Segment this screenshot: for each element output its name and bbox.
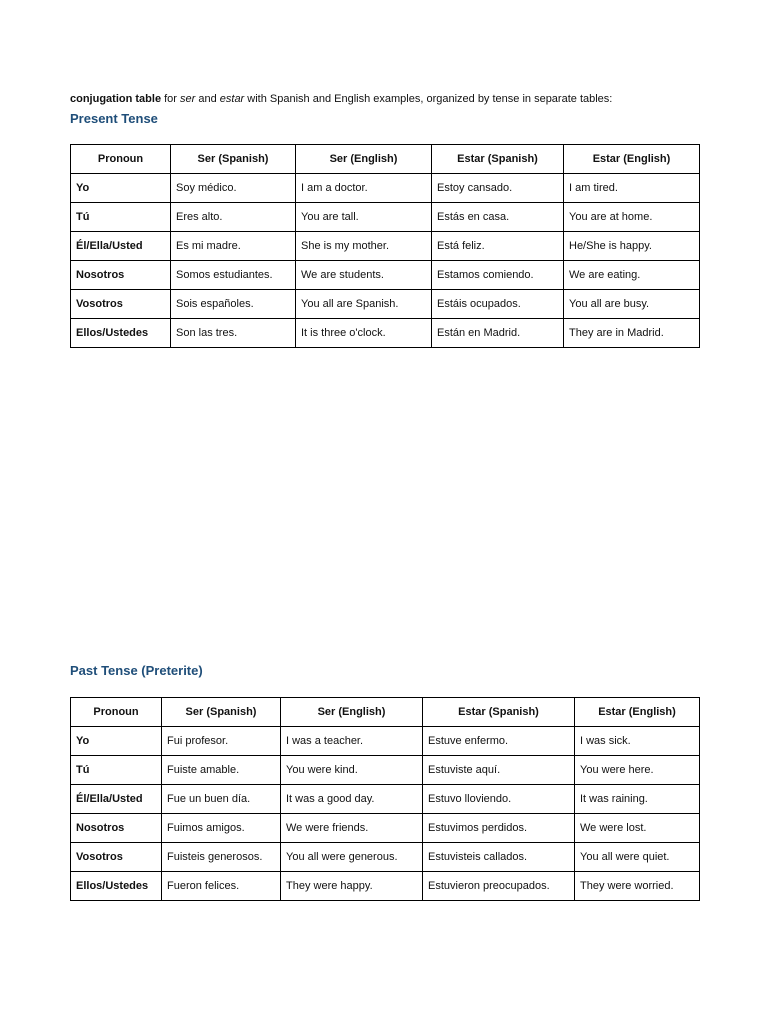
table-row	[71, 843, 700, 872]
table-cell: You all are busy.	[564, 290, 700, 319]
table-cell: I am tired.	[564, 174, 700, 203]
table-row	[71, 232, 700, 261]
pronoun-cell: Ellos/Ustedes	[71, 872, 162, 901]
table-cell: Están en Madrid.	[432, 319, 564, 348]
table-cell: Estuviste aquí.	[423, 756, 575, 785]
table-row	[71, 290, 700, 319]
column-header: Estar (Spanish)	[432, 145, 564, 174]
table-cell: He/She is happy.	[564, 232, 700, 261]
intro-paragraph	[70, 91, 710, 107]
pronoun-cell: Vosotros	[71, 290, 171, 319]
pronoun-cell: Yo	[71, 174, 171, 203]
intro-ser: ser	[180, 93, 196, 105]
table-cell: Fue un buen día.	[162, 785, 281, 814]
table-cell: Estás en casa.	[432, 203, 564, 232]
table-cell: Estuvimos perdidos.	[423, 814, 575, 843]
pronoun-cell: Él/Ella/Usted	[71, 785, 162, 814]
column-header: Pronoun	[71, 145, 171, 174]
table-cell: I am a doctor.	[296, 174, 432, 203]
table-cell: You were kind.	[281, 756, 423, 785]
column-header: Ser (English)	[281, 698, 423, 727]
table-cell: Estuvisteis callados.	[423, 843, 575, 872]
table-row	[71, 872, 700, 901]
table-row	[71, 756, 700, 785]
column-header: Pronoun	[71, 698, 162, 727]
table-row	[71, 203, 700, 232]
present-tense-table	[70, 144, 700, 348]
pronoun-cell: Vosotros	[71, 843, 162, 872]
table-cell: We were friends.	[281, 814, 423, 843]
table-cell: You all were quiet.	[575, 843, 700, 872]
table-row	[71, 319, 700, 348]
past-tense-table	[70, 697, 700, 901]
table-cell: We were lost.	[575, 814, 700, 843]
table-row	[71, 174, 700, 203]
table-cell: Estáis ocupados.	[432, 290, 564, 319]
column-header: Ser (Spanish)	[162, 698, 281, 727]
table-cell: Estamos comiendo.	[432, 261, 564, 290]
table-cell: It is three o'clock.	[296, 319, 432, 348]
table-cell: Eres alto.	[171, 203, 296, 232]
table-cell: Está feliz.	[432, 232, 564, 261]
pronoun-cell: Tú	[71, 756, 162, 785]
intro-estar: estar	[219, 93, 245, 105]
pronoun-cell: Él/Ella/Usted	[71, 232, 171, 261]
pronoun-cell: Nosotros	[71, 261, 171, 290]
table-cell: I was a teacher.	[281, 727, 423, 756]
table-cell: Fueron felices.	[162, 872, 281, 901]
pronoun-cell: Ellos/Ustedes	[71, 319, 171, 348]
table-cell: They were happy.	[281, 872, 423, 901]
intro-text-1: for	[161, 93, 181, 105]
table-cell: Es mi madre.	[171, 232, 296, 261]
table-cell: You all are Spanish.	[296, 290, 432, 319]
table-cell: Estuve enfermo.	[423, 727, 575, 756]
present-tense-heading: Present Tense	[70, 111, 158, 126]
pronoun-cell: Nosotros	[71, 814, 162, 843]
table-row	[71, 261, 700, 290]
table-cell: They are in Madrid.	[564, 319, 700, 348]
table-header-row	[71, 145, 700, 174]
table-cell: You were here.	[575, 756, 700, 785]
table-cell: Estoy cansado.	[432, 174, 564, 203]
table-cell: Fuisteis generosos.	[162, 843, 281, 872]
table-cell: You are at home.	[564, 203, 700, 232]
table-cell: They were worried.	[575, 872, 700, 901]
table-cell: You are tall.	[296, 203, 432, 232]
table-cell: You all were generous.	[281, 843, 423, 872]
table-cell: Sois españoles.	[171, 290, 296, 319]
table-cell: She is my mother.	[296, 232, 432, 261]
table-cell: Son las tres.	[171, 319, 296, 348]
column-header: Estar (Spanish)	[423, 698, 575, 727]
intro-bold-lead: conjugation table	[70, 93, 162, 105]
table-cell: Fuiste amable.	[162, 756, 281, 785]
past-tense-heading: Past Tense (Preterite)	[70, 663, 203, 678]
table-cell: I was sick.	[575, 727, 700, 756]
table-cell: Estuvieron preocupados.	[423, 872, 575, 901]
table-cell: Fuimos amigos.	[162, 814, 281, 843]
intro-text-2: and	[195, 93, 220, 105]
column-header: Ser (English)	[296, 145, 432, 174]
table-cell: We are students.	[296, 261, 432, 290]
table-row	[71, 785, 700, 814]
column-header: Estar (English)	[575, 698, 700, 727]
table-cell: It was raining.	[575, 785, 700, 814]
table-cell: Somos estudiantes.	[171, 261, 296, 290]
column-header: Estar (English)	[564, 145, 700, 174]
intro-text-3: with Spanish and English examples, organized by tense in separate tables:	[244, 93, 613, 105]
table-row	[71, 727, 700, 756]
column-header: Ser (Spanish)	[171, 145, 296, 174]
table-cell: Estuvo lloviendo.	[423, 785, 575, 814]
pronoun-cell: Tú	[71, 203, 171, 232]
pronoun-cell: Yo	[71, 727, 162, 756]
table-cell: Fui profesor.	[162, 727, 281, 756]
table-row	[71, 814, 700, 843]
table-header-row	[71, 698, 700, 727]
table-cell: Soy médico.	[171, 174, 296, 203]
table-cell: We are eating.	[564, 261, 700, 290]
table-cell: It was a good day.	[281, 785, 423, 814]
